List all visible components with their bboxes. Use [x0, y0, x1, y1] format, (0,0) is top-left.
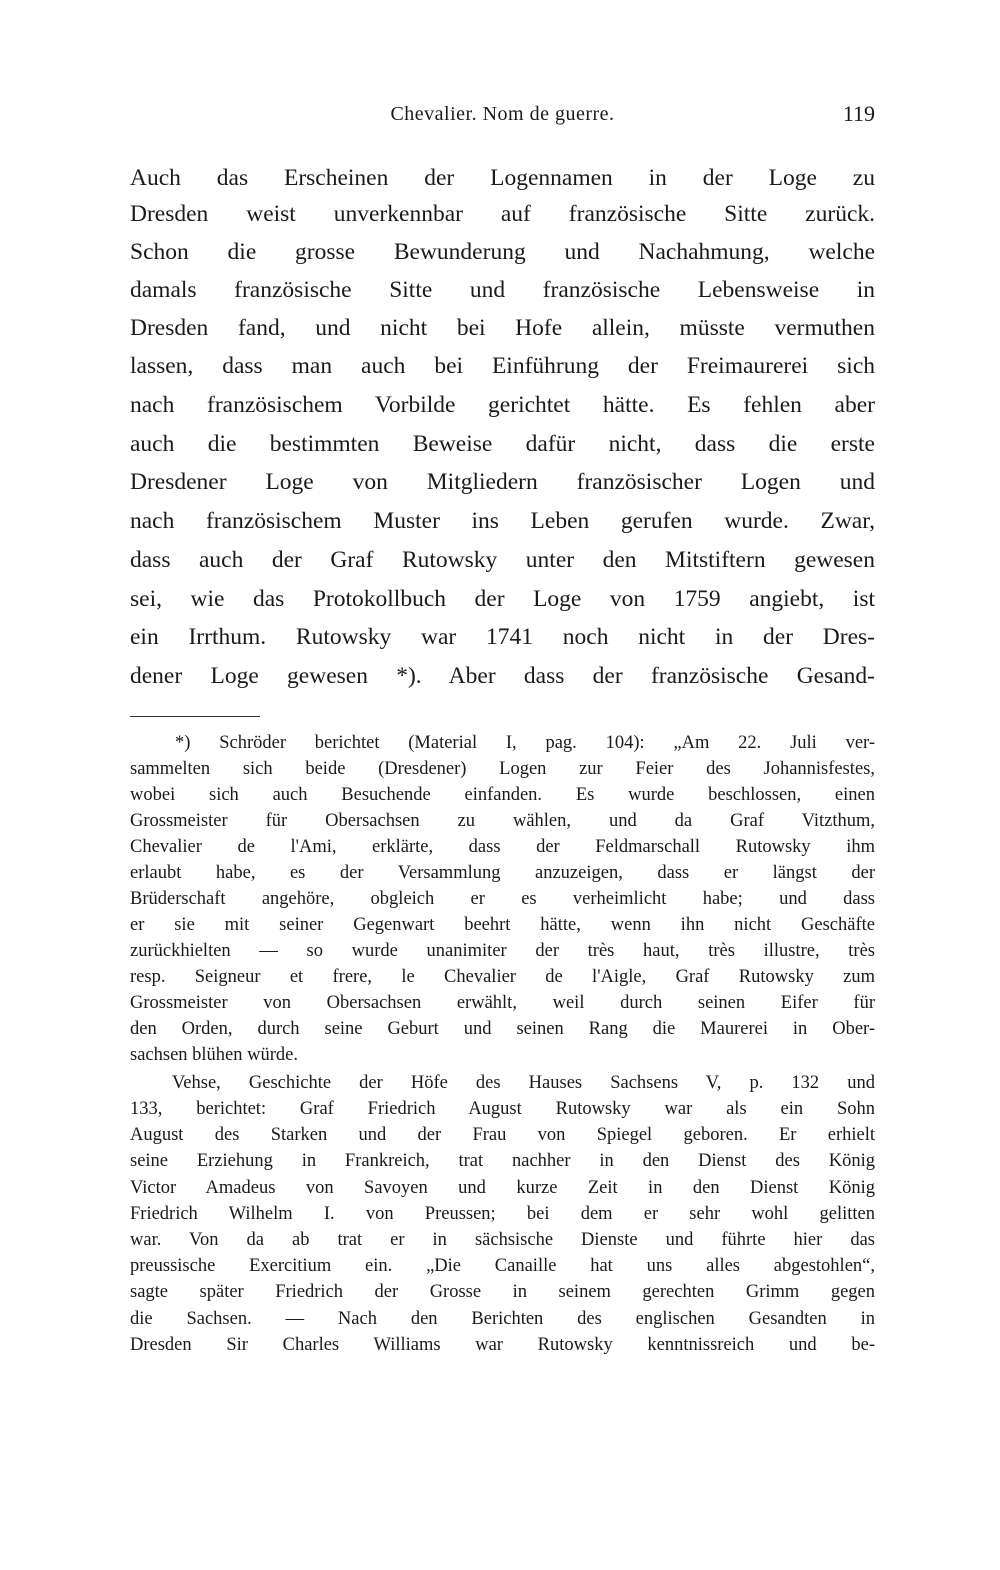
page-header: [130, 103, 875, 139]
footnote-line: seine Erziehung in Frankreich, trat nachher in den Dienst des König: [130, 1151, 875, 1171]
footnote-line: sammelten sich beide (Dresdener) Logen zur Feier des Johannisfestes,: [130, 759, 875, 779]
footnote-line: Vehse, Geschichte der Höfe des Hauses Sachsens V, p. 132 und: [172, 1073, 875, 1093]
footnote-line: zurückhielten — so wurde unanimiter der très haut, très illustre, très: [130, 941, 875, 961]
footnote-line: Dresden Sir Charles Williams war Rutowsky kenntnissreich und be-: [130, 1335, 875, 1355]
footnote-line: Brüderschaft angehöre, obgleich er es verheimlicht habe; und dass: [130, 889, 875, 909]
footnote-line: *) Schröder berichtet (Material I, pag. 104): „Am 22. Juli ver-: [175, 733, 875, 753]
footnote-line: er sie mit seiner Gegenwart beehrt hätte, wenn ihn nicht Geschäfte: [130, 915, 875, 935]
page-number: 119: [842, 101, 875, 126]
text-line: sei, wie das Protokollbuch der Loge von 1759 angiebt, ist: [130, 586, 875, 612]
text-line: auch die bestimmten Beweise dafür nicht, dass die erste: [130, 431, 875, 457]
text-line: Dresden weist unverkennbar auf französische Sitte zurück.: [130, 201, 875, 227]
text-line: dass auch der Graf Rutowsky unter den Mitstiftern gewesen: [130, 547, 875, 573]
footnote-line: Grossmeister für Obersachsen zu wählen, und da Graf Vitzthum,: [130, 811, 875, 831]
footnote-line: 133, berichtet: Graf Friedrich August Rutowsky war als ein Sohn: [130, 1099, 875, 1119]
text-line: damals französische Sitte und französische Lebensweise in: [130, 277, 875, 303]
text-line: nach französischem Muster ins Leben gerufen wurde. Zwar,: [130, 508, 875, 534]
text-line: dener Loge gewesen *). Aber dass der französische Gesand-: [130, 663, 875, 689]
footnote-line: August des Starken und der Frau von Spiegel geboren. Er erhielt: [130, 1125, 875, 1145]
footnote-line: wobei sich auch Besuchende einfanden. Es wurde beschlossen, einen: [130, 785, 875, 805]
text-line: Schon die grosse Bewunderung und Nachahmung, welche: [130, 239, 875, 265]
footnote-rule: [130, 716, 260, 717]
footnote-line: den Orden, durch seine Geburt und seinen Rang die Maurerei in Ober-: [130, 1019, 875, 1039]
footnote-line: Friedrich Wilhelm I. von Preussen; bei dem er sehr wohl gelitten: [130, 1204, 875, 1224]
footnote-line: erlaubt habe, es der Versammlung anzuzeigen, dass er längst der: [130, 863, 875, 883]
running-title: Chevalier. Nom de guerre.: [390, 103, 615, 125]
text-line: ein Irrthum. Rutowsky war 1741 noch nicht in der Dres-: [130, 624, 875, 650]
text-line: Dresdener Loge von Mitgliedern französischer Logen und: [130, 469, 875, 495]
footnote-line: resp. Seigneur et frere, le Chevalier de l'Aigle, Graf Rutowsky zum: [130, 967, 875, 987]
text-line: lassen, dass man auch bei Einführung der Freimaurerei sich: [130, 353, 875, 379]
footnote-line: war. Von da ab trat er in sächsische Dienste und führte hier das: [130, 1230, 875, 1250]
text-line: Auch das Erscheinen der Logennamen in der Loge zu: [130, 165, 875, 191]
footnote-line: Chevalier de l'Ami, erklärte, dass der Feldmarschall Rutowsky ihm: [130, 837, 875, 857]
footnote-line: die Sachsen. — Nach den Berichten des englischen Gesandten in: [130, 1309, 875, 1329]
footnote-line: preussische Exercitium ein. „Die Canaille hat uns alles abgestohlen“,: [130, 1256, 875, 1276]
footnote-line: sagte später Friedrich der Grosse in seinem gerechten Grimm gegen: [130, 1282, 875, 1302]
footnote-line: sachsen blühen würde.: [130, 1045, 298, 1065]
footnote-line: Victor Amadeus von Savoyen und kurze Zeit in den Dienst König: [130, 1178, 875, 1198]
text-line: nach französischem Vorbilde gerichtet hätte. Es fehlen aber: [130, 392, 875, 418]
text-line: Dresden fand, und nicht bei Hofe allein, müsste vermuthen: [130, 315, 875, 341]
footnote-line: Grossmeister von Obersachsen erwählt, weil durch seinen Eifer für: [130, 993, 875, 1013]
